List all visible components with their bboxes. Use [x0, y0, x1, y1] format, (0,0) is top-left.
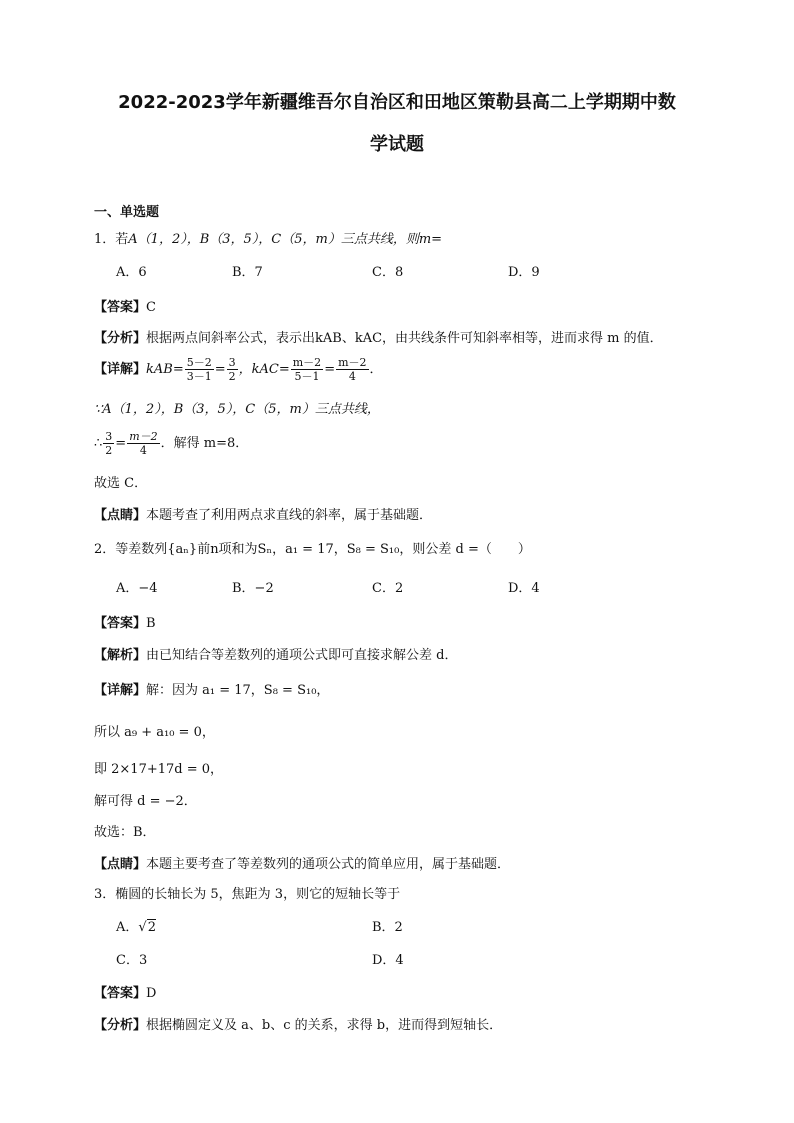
doc-title-line2: 学试题: [370, 134, 424, 155]
section-heading: 一、单选题: [94, 205, 160, 220]
q2-step2: 即 2×17+17d = 0，: [94, 762, 224, 777]
frac-kac-value: $\frac{m-2}{4}$: [338, 356, 367, 383]
q2-option-b: B．−2: [232, 581, 274, 596]
frac-m-minus-2: $\frac{m-2}{4}$: [129, 430, 158, 457]
q1-stem: 1．若A（1，2），B（3，5），C（5，m）三点共线，则m=: [94, 232, 443, 247]
q3-option-c: C．3: [116, 953, 148, 968]
q3-answer: 【答案】D: [94, 986, 157, 1001]
q1-option-d: D．9: [508, 265, 540, 280]
q1-comment: 【点睛】本题考查了利用两点求直线的斜率，属于基础题．: [94, 508, 433, 523]
q2-analysis: 【解析】由已知结合等差数列的通项公式即可直接求解公差 d．: [94, 648, 458, 663]
q1-detail: 【详解】kAB= $\frac{5-2}{3-1}$ = $\frac{3}{2}$ ，kAC= $\frac{m-2}{5-1}$ = $\frac{m-2}{4}$ ．: [94, 356, 383, 383]
q2-choose: 故选：B．: [94, 825, 156, 840]
q2-comment: 【点睛】本题主要考查了等差数列的通项公式的简单应用，属于基础题．: [94, 857, 511, 872]
doc-title-line1: 2022-2023学年新疆维吾尔自治区和田地区策勒县高二上学期期中数: [118, 92, 676, 113]
q3-option-a: A．√2: [116, 920, 156, 935]
q3-option-d: D．4: [372, 953, 404, 968]
q1-analysis: 【分析】根据两点间斜率公式，表示出kAB、kAC，由共线条件可知斜率相等，进而求得 m 的值．: [94, 331, 663, 346]
frac-kab-value: $\frac{3}{2}$: [228, 356, 236, 383]
q2-option-c: C．2: [372, 581, 404, 596]
q2-detail: 【详解】解：因为 a₁ = 17，S₈ = S₁₀，: [94, 683, 330, 698]
q1-option-b: B．7: [232, 265, 263, 280]
q1-answer: 【答案】C: [94, 300, 156, 315]
frac-three-halves: $\frac{3}{2}$: [105, 430, 113, 457]
q3-analysis: 【分析】根据椭圆定义及 a、b、c 的关系，求得 b，进而得到短轴长．: [94, 1018, 503, 1033]
q2-step3: 解可得 d = −2．: [94, 794, 197, 809]
q1-choose: 故选 C．: [94, 476, 148, 491]
q3-option-b: B．2: [372, 920, 403, 935]
q2-option-d: D．4: [508, 581, 540, 596]
q1-because: ∵A（1，2），B（3，5），C（5，m）三点共线，: [94, 402, 380, 417]
q2-option-a: A．−4: [116, 581, 158, 596]
q3-stem: 3．椭圆的长轴长为 5，焦距为 3，则它的短轴长等于: [94, 887, 401, 902]
q2-step1: 所以 a₉ + a₁₀ = 0，: [94, 725, 215, 740]
frac-kab: $\frac{5-2}{3-1}$: [186, 356, 212, 383]
q1-option-a: A．6: [116, 265, 147, 280]
sqrt-icon: √: [138, 920, 147, 935]
frac-kac: $\frac{m-2}{5-1}$: [292, 356, 322, 383]
q1-option-c: C．8: [372, 265, 404, 280]
q2-stem: 2．等差数列{aₙ}前n项和为Sₙ，a₁ = 17，S₈ = S₁₀，则公差 d =（ ）: [94, 542, 531, 557]
q2-answer: 【答案】B: [94, 616, 156, 631]
q1-therefore: ∴ $\frac{3}{2}$ = $\frac{m-2}{4}$ ．解得 m=8．: [94, 430, 249, 457]
